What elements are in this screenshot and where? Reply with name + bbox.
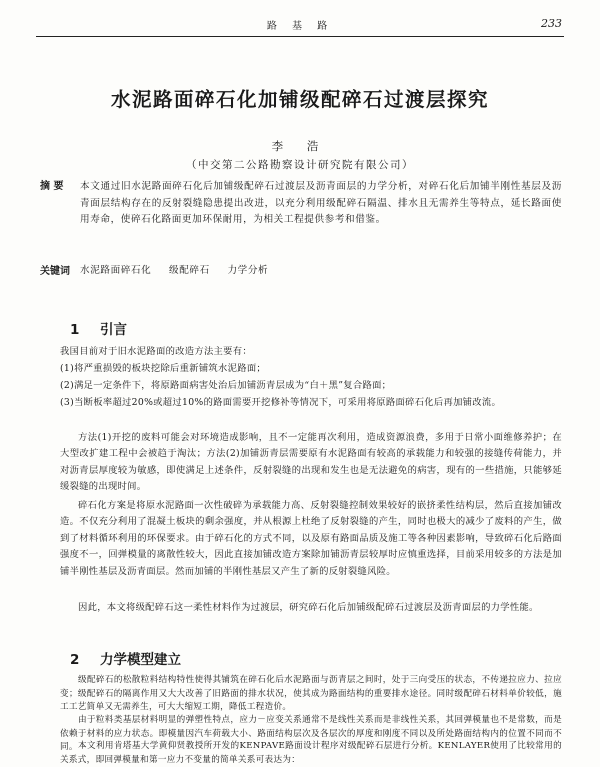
list-item: (2)满足一定条件下，将原路面病害处治后加铺沥青层成为“白＋黑”复合路面； <box>60 380 392 391</box>
abstract-label: 摘 要 <box>40 181 64 192</box>
section-title: 引言 <box>100 322 127 338</box>
keywords-label: 关键词 <box>40 266 70 277</box>
page-number: 233 <box>541 17 562 30</box>
keyword: 水泥路面碎石化 <box>80 265 152 276</box>
running-head <box>36 14 564 37</box>
section-number: 1 <box>70 322 80 338</box>
paragraph: 因此，本文将级配碎石这一柔性材料作为过渡层，研究碎石化后加铺级配碎石过渡层及沥青面层的力学性能。 <box>78 602 539 613</box>
abstract-text: 本文通过旧水泥路面碎石化后加铺级配碎石过渡层及沥青面层的力学分析，对碎石化后加铺半刚性基层及沥青面层结构存在的反射裂缝隐患提出改进，以充分利用级配碎石隔温、排水且无需养生等特点，延长路面使用寿命，使碎石化路面更加环保耐用，为相关工程提供参考和借鉴。 <box>80 181 562 225</box>
paragraph: 碎石化方案是将原水泥路面一次性破碎为承载能力高、反射裂缝控制效果较好的嵌挤柔性结构层，然后直接加铺改造。不仅充分利用了混凝土板块的剩余强度，并从根源上杜绝了反射裂缝的产生，同时也极大的减少了废料的产生，做到了材料循环利用的环保要求。由于碎石化的方式不同，以及原有路面品质及施工等各种因素影响，导致碎石化后路面强度不一，回弹模量的离散性较大，因此直接加铺改造方案除加铺沥青层较厚时应慎重选择，目前采用较多的方法是加铺半刚性基层及沥青面层。然而加铺的半刚性基层又产生了新的反射裂缝风险。 <box>60 500 562 577</box>
journal-name: 路 基 路 <box>266 21 334 32</box>
paragraph: 由于粒料类基层材料明显的弹塑性特点，应力－应变关系通常不是线性关系而是非线性关系，其回弹模量也不是常数，而是依赖于材料的应力状态。即模量因汽车荷载大小、路面结构层次及各层次的厚度和刚度不同以及所处路面结构内的位置不同而不同。 <box>60 715 562 753</box>
keyword: 力学分析 <box>227 265 269 276</box>
abstract <box>40 179 562 229</box>
paragraph: 本文利用肯塔基大学黄仰贤教授所开发的KENPAVE路面设计程序对级配碎石层进行分析。KENLAYER使用了比较常用的关系式，即回弹模量和第一应力不变量的简单关系可表达为： <box>60 741 562 765</box>
paragraph: 我国目前对于旧水泥路面的改造方法主要有： <box>60 346 252 357</box>
keyword: 级配碎石 <box>169 265 210 276</box>
section-heading-introduction <box>70 318 127 338</box>
paragraph: 级配碎石的松散粒料结构特性使得其铺筑在碎石化后水泥路面与沥青层之间时，处于三向受压的状态，不传递拉应力、拉应变；级配碎石的隔离作用又大大改善了旧路面的排水状况，使其成为路面结构的重要排水途径。同时级配碎石材料单价较低，施工工艺简单又无需养生，可大大缩短工期，降低工程造价。 <box>60 675 562 713</box>
section-title: 力学模型建立 <box>100 652 181 668</box>
section-heading-mechanical-model <box>70 648 181 668</box>
affiliation: （中交第二公路勘察设计研究院有限公司） <box>186 159 414 171</box>
keywords <box>40 262 562 276</box>
author: 李 浩 <box>271 139 329 153</box>
list-item: (1)将严重损毁的板块挖除后重新铺筑水泥路面； <box>60 363 267 374</box>
paragraph: 方法(1)开挖的废料可能会对环境造成影响，且不一定能再次利用，造成资源浪费，多用于日常小面维修养护；在大型改扩建工程中会被趋于淘汰；方法(2)加铺沥青层需要原有水泥路面有较高的承载能力和较强的接缝传荷能力，并对沥青层厚度较为敏感，即使满足上述条件，反射裂缝的出现和发生也是无法避免的病害，现有的一些措施，只能够延缓裂缝的出现时间。 <box>60 432 562 493</box>
article-title: 水泥路面碎石化加铺级配碎石过渡层探究 <box>110 88 489 111</box>
list-item: (3)当断板率超过20%或超过10%的路面需要开挖修补等情况下，可采用将原路面碎石化后再加铺改流。 <box>60 397 502 408</box>
section-number: 2 <box>70 652 80 668</box>
